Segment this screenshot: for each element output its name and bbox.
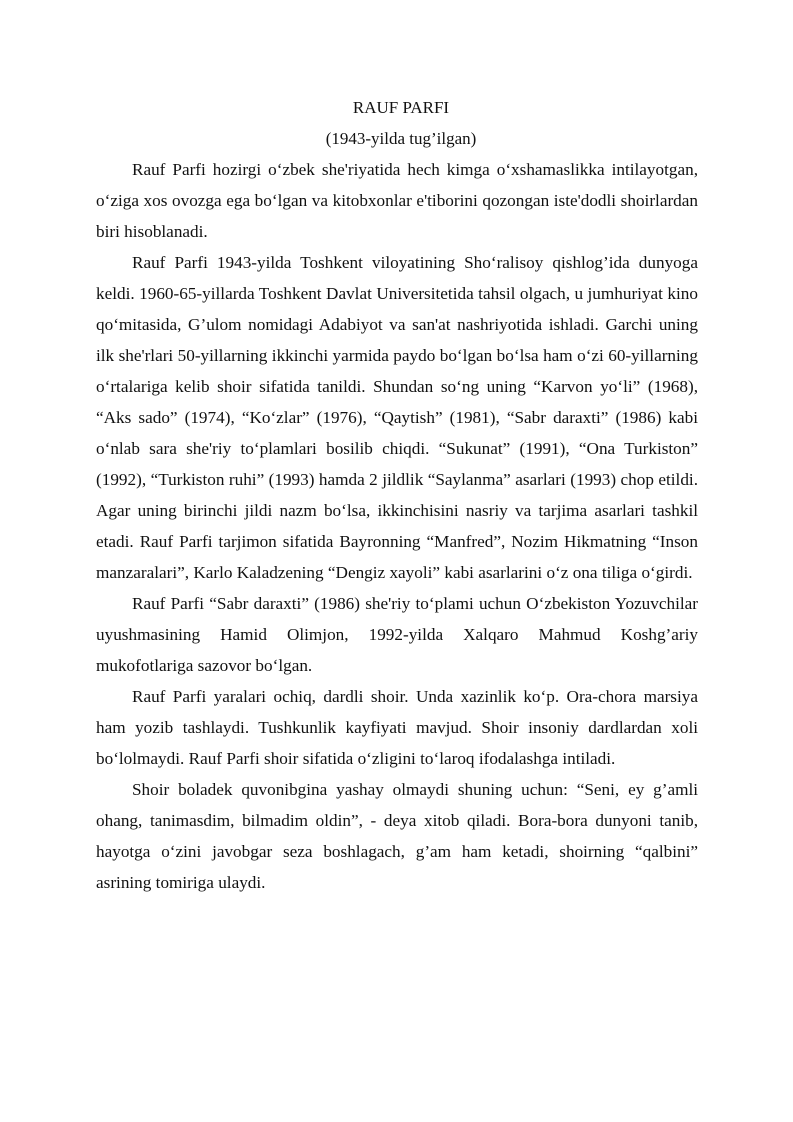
document-page: [96, 92, 698, 898]
paragraph-conclusion: Shoir boladek quvonibgina yashay olmaydi shuning uchun: “Seni, ey g’amli ohang, tanimasdim, bilmadim oldin”, - deya xitob qiladi. Bora-bora dunyoni tanib, hayotga o‘zini javobgar seza boshlagach, g’am ham ketadi, shoirning “qalbini” asrining tomiriga ulaydi.: [96, 780, 698, 892]
paragraph-intro: Rauf Parfi hozirgi o‘zbek she'riyatida hech kimga o‘xshamaslikka intilayotgan, o‘ziga xos ovozga ega bo‘lgan va kitobxonlar e'tiborini qozongan iste'dodli shoirlardan biri hisoblanadi.: [96, 160, 698, 241]
document-title: RAUF PARFI: [352, 98, 450, 117]
paragraph-awards: Rauf Parfi “Sabr daraxti” (1986) she'riy to‘plami uchun O‘zbekiston Yozuvchilar uyushmasining Hamid Olimjon, 1992-yilda Xalqaro Mahmud Koshg’ariy mukofotlariga sazovor bo‘lgan.: [96, 594, 698, 675]
paragraph-biography: Rauf Parfi 1943-yilda Toshkent viloyatining Sho‘ralisoy qishlog’ida dunyoga keldi. 1960-65-yillarda Toshkent Davlat Universitetida tahsil olgach, u jumhuriyat kino qo‘mitasida, G’ulom nomidagi Adabiyot va san'at nashriyotida ishladi. Garchi uning ilk she'rlari 50-yillarning ikkinchi yarmida paydo bo‘lgan bo‘lsa ham o‘zi 60-yillarning o‘rtalariga kelib shoir sifatida tanildi. Shundan so‘ng uning “Karvon yo‘li” (1968), “Aks sado” (1974), “Ko‘zlar” (1976), “Qaytish” (1981), “Sabr daraxti” (1986) kabi o‘nlab sara she'riy to‘plamlari bosilib chiqdi. “Sukunat” (1991), “Ona Turkiston” (1992), “Turkiston ruhi” (1993) hamda 2 jildlik “Saylanma” asarlari (1993) chop etildi. Agar uning birinchi jildi nazm bo‘lsa, ikkinchisini nasriy va tarjima asarlari tashkil etadi. Rauf Parfi tarjimon sifatida Bayronning “Manfred”, Nozim Hikmatning “Inson manzaralari”, Karlo Kaladzening “Dengiz xayoli” kabi asarlarini o‘z ona tiliga o‘girdi.: [96, 253, 698, 582]
document-subtitle: (1943-yilda tug’ilgan): [325, 129, 477, 148]
paragraph-character: Rauf Parfi yaralari ochiq, dardli shoir. Unda xazinlik ko‘p. Ora-chora marsiya ham yozib tashlaydi. Tushkunlik kayfiyati mavjud. Shoir insoniy dardlardan xoli bo‘lolmaydi. Rauf Parfi shoir sifatida o‘zligini to‘laroq ifodalashga intiladi.: [96, 687, 698, 768]
